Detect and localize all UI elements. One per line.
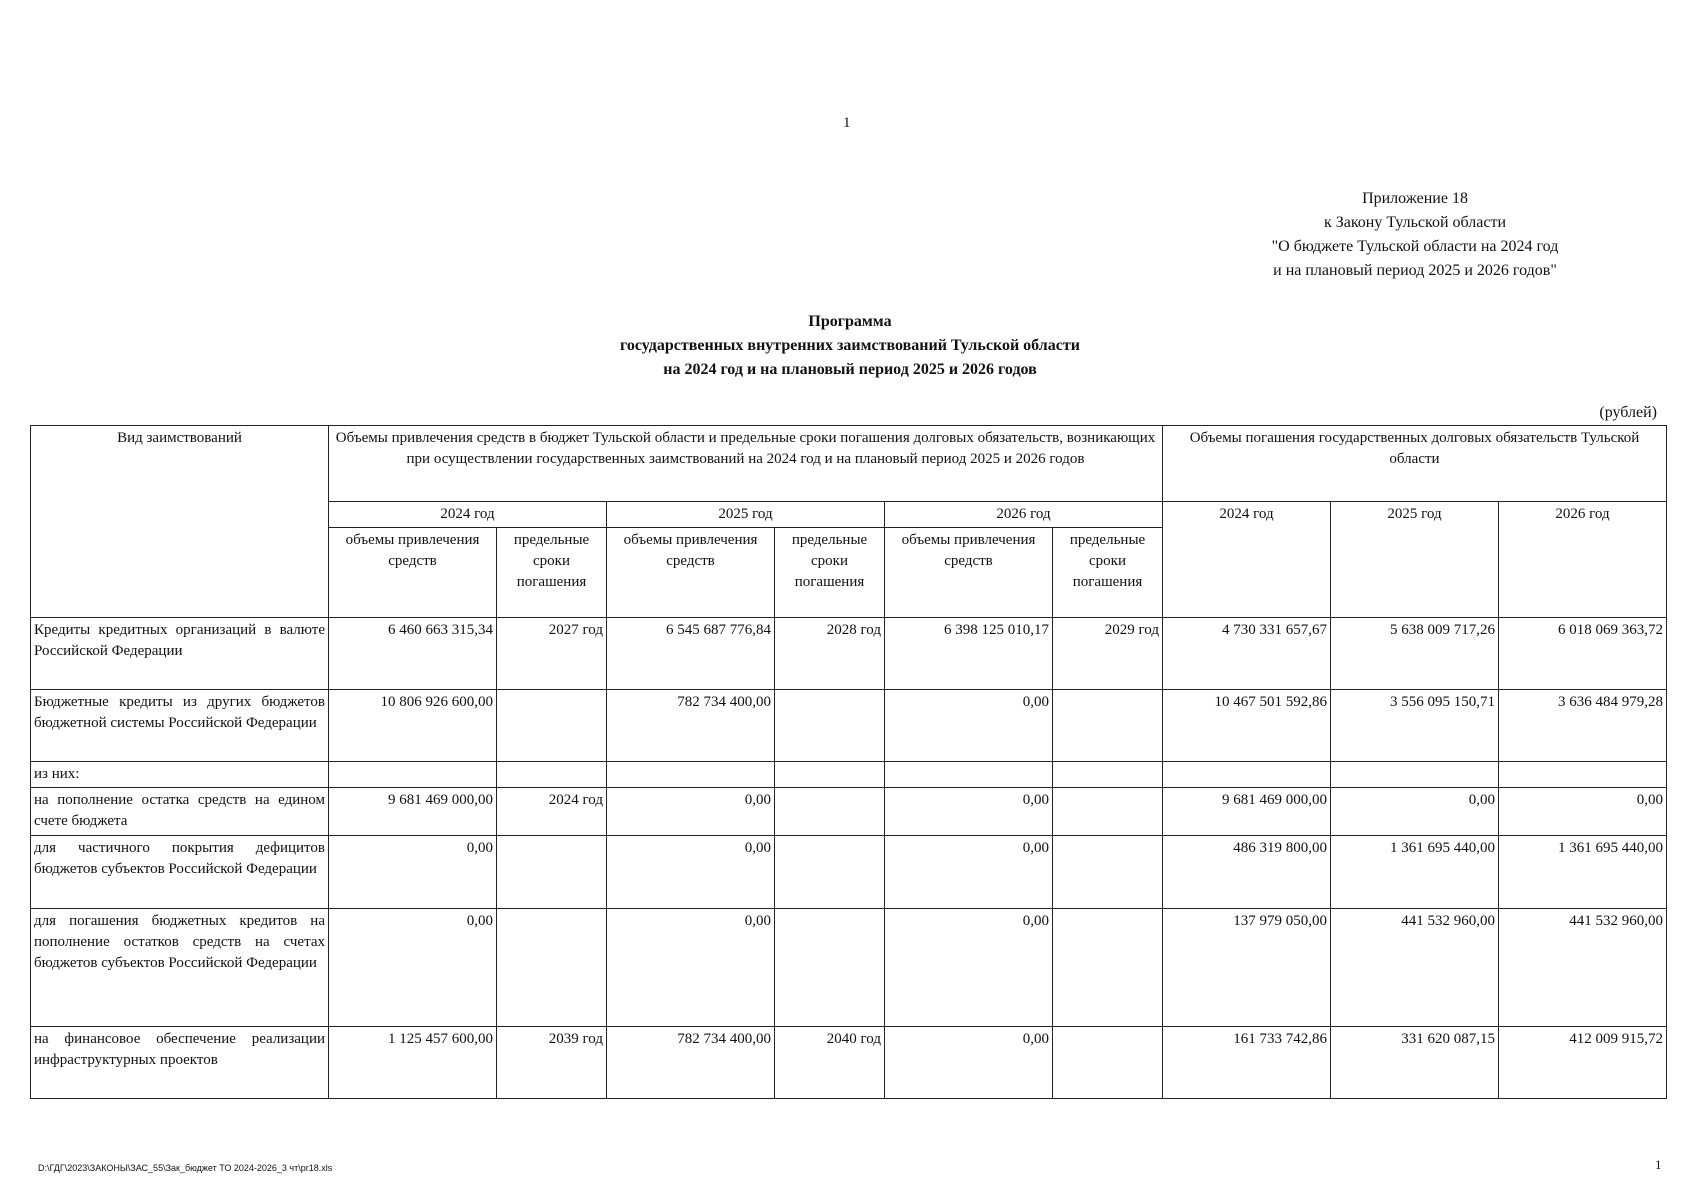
cell-repayment-2025: 331 620 087,15 [1331, 1027, 1499, 1099]
cell-repayment-2025: 0,00 [1331, 788, 1499, 836]
cell-term-2026 [1053, 1027, 1163, 1099]
cell-attraction-2026: 0,00 [885, 690, 1053, 762]
cell-term-2026: 2029 год [1053, 618, 1163, 690]
cell-term-2024: 2027 год [497, 618, 607, 690]
header-term: предельные сроки погашения [497, 528, 607, 618]
cell-repayment-2026: 1 361 695 440,00 [1499, 836, 1667, 909]
cell-term-2025 [775, 788, 885, 836]
cell-term-2024 [497, 690, 607, 762]
row-label: Кредиты кредитных организаций в валюте Российской Федерации [31, 618, 329, 690]
header-year: 2026 год [885, 502, 1163, 528]
cell-repayment-2026: 441 532 960,00 [1499, 909, 1667, 1027]
appendix-header [1180, 187, 1650, 283]
units-label: (рублей) [1599, 404, 1657, 421]
cell-repayment-2025 [1331, 762, 1499, 788]
cell-repayment-2024: 10 467 501 592,86 [1163, 690, 1331, 762]
cell-term-2026 [1053, 762, 1163, 788]
cell-attraction-2025: 782 734 400,00 [607, 690, 775, 762]
cell-attraction-2025: 0,00 [607, 788, 775, 836]
row-label: Бюджетные кредиты из других бюджетов бюджетной системы Российской Федерации [31, 690, 329, 762]
cell-term-2025 [775, 762, 885, 788]
cell-term-2025: 2040 год [775, 1027, 885, 1099]
cell-term-2024 [497, 909, 607, 1027]
cell-attraction-2024: 1 125 457 600,00 [329, 1027, 497, 1099]
cell-term-2024 [497, 762, 607, 788]
cell-attraction-2024: 0,00 [329, 836, 497, 909]
cell-attraction-2025 [607, 762, 775, 788]
appendix-line: Приложение 18 [1362, 190, 1468, 207]
cell-attraction-2024: 6 460 663 315,34 [329, 618, 497, 690]
cell-attraction-2026: 6 398 125 010,17 [885, 618, 1053, 690]
header-year: 2024 год [329, 502, 607, 528]
cell-attraction-2024: 9 681 469 000,00 [329, 788, 497, 836]
header-borrowing-type: Вид заимствований [31, 426, 329, 618]
document-title [450, 310, 1250, 382]
appendix-line: к Закону Тульской области [1323, 214, 1507, 231]
cell-repayment-2026: 412 009 915,72 [1499, 1027, 1667, 1099]
cell-attraction-2025: 0,00 [607, 836, 775, 909]
row-label: из них: [31, 762, 329, 788]
appendix-line: и на плановый период 2025 и 2026 годов" [1273, 262, 1557, 279]
cell-attraction-2026: 0,00 [885, 788, 1053, 836]
cell-term-2025 [775, 836, 885, 909]
cell-repayment-2024: 9 681 469 000,00 [1163, 788, 1331, 836]
appendix-line: "О бюджете Тульской области на 2024 год [1271, 238, 1559, 255]
cell-term-2025 [775, 909, 885, 1027]
header-row [31, 426, 1667, 502]
header-year: 2026 год [1499, 502, 1667, 618]
header-volume: объемы привлечения средств [885, 528, 1053, 618]
cell-attraction-2026: 0,00 [885, 836, 1053, 909]
cell-repayment-2025: 1 361 695 440,00 [1331, 836, 1499, 909]
header-volume: объемы привлечения средств [329, 528, 497, 618]
table-row [31, 1027, 1667, 1099]
cell-attraction-2026: 0,00 [885, 909, 1053, 1027]
cell-repayment-2024: 4 730 331 657,67 [1163, 618, 1331, 690]
cell-term-2024 [497, 836, 607, 909]
header-term: предельные сроки погашения [775, 528, 885, 618]
table-row [31, 762, 1667, 788]
title-line: государственных внутренних заимствований Тульской области [620, 337, 1080, 354]
cell-repayment-2026: 3 636 484 979,28 [1499, 690, 1667, 762]
table-row [31, 909, 1667, 1027]
header-year: 2025 год [607, 502, 885, 528]
cell-term-2026 [1053, 909, 1163, 1027]
cell-term-2025: 2028 год [775, 618, 885, 690]
cell-repayment-2025: 441 532 960,00 [1331, 909, 1499, 1027]
cell-attraction-2026: 0,00 [885, 1027, 1053, 1099]
cell-term-2026 [1053, 788, 1163, 836]
title-line: на 2024 год и на плановый период 2025 и 2026 годов [663, 361, 1037, 378]
cell-repayment-2024: 137 979 050,00 [1163, 909, 1331, 1027]
file-path: D:\ГДГ\2023\ЗАКОНЫ\ЗАС_55\Зак_бюджет ТО 2024-2026_3 чт\pr18.xls [38, 1163, 333, 1173]
cell-attraction-2024: 10 806 926 600,00 [329, 690, 497, 762]
borrowings-table [30, 425, 1667, 1099]
cell-attraction-2024: 0,00 [329, 909, 497, 1027]
table-row [31, 836, 1667, 909]
title-line: Программа [808, 313, 892, 330]
cell-repayment-2025: 5 638 009 717,26 [1331, 618, 1499, 690]
table-row [31, 788, 1667, 836]
cell-term-2026 [1053, 836, 1163, 909]
cell-term-2024: 2039 год [497, 1027, 607, 1099]
header-year: 2024 год [1163, 502, 1331, 618]
cell-term-2024: 2024 год [497, 788, 607, 836]
cell-repayment-2026 [1499, 762, 1667, 788]
cell-repayment-2024: 486 319 800,00 [1163, 836, 1331, 909]
cell-repayment-2025: 3 556 095 150,71 [1331, 690, 1499, 762]
header-volume: объемы привлечения средств [607, 528, 775, 618]
page-number: 1 [843, 115, 851, 131]
table-row [31, 618, 1667, 690]
header-attraction-group: Объемы привлечения средств в бюджет Тульской области и предельные сроки погашения долговых обязательств, возникающих при осуществлении государственных заимствований на 2024 год и на плановый период 2025 и 2026 годов [329, 426, 1163, 502]
row-label: на финансовое обеспечение реализации инфраструктурных проектов [31, 1027, 329, 1099]
cell-repayment-2026: 6 018 069 363,72 [1499, 618, 1667, 690]
table-row [31, 690, 1667, 762]
cell-term-2025 [775, 690, 885, 762]
cell-repayment-2026: 0,00 [1499, 788, 1667, 836]
row-label: для частичного покрытия дефицитов бюджетов субъектов Российской Федерации [31, 836, 329, 909]
cell-attraction-2025: 6 545 687 776,84 [607, 618, 775, 690]
cell-repayment-2024 [1163, 762, 1331, 788]
cell-repayment-2024: 161 733 742,86 [1163, 1027, 1331, 1099]
header-term: предельные сроки погашения [1053, 528, 1163, 618]
header-repayment-group: Объемы погашения государственных долговых обязательств Тульской области [1163, 426, 1667, 502]
header-year: 2025 год [1331, 502, 1499, 618]
cell-attraction-2025: 782 734 400,00 [607, 1027, 775, 1099]
cell-attraction-2024 [329, 762, 497, 788]
cell-attraction-2026 [885, 762, 1053, 788]
cell-attraction-2025: 0,00 [607, 909, 775, 1027]
cell-term-2026 [1053, 690, 1163, 762]
footer-page-number: 1 [1655, 1157, 1662, 1172]
row-label: на пополнение остатка средств на едином счете бюджета [31, 788, 329, 836]
row-label: для погашения бюджетных кредитов на пополнение остатков средств на счетах бюджетов субъектов Российской Федерации [31, 909, 329, 1027]
